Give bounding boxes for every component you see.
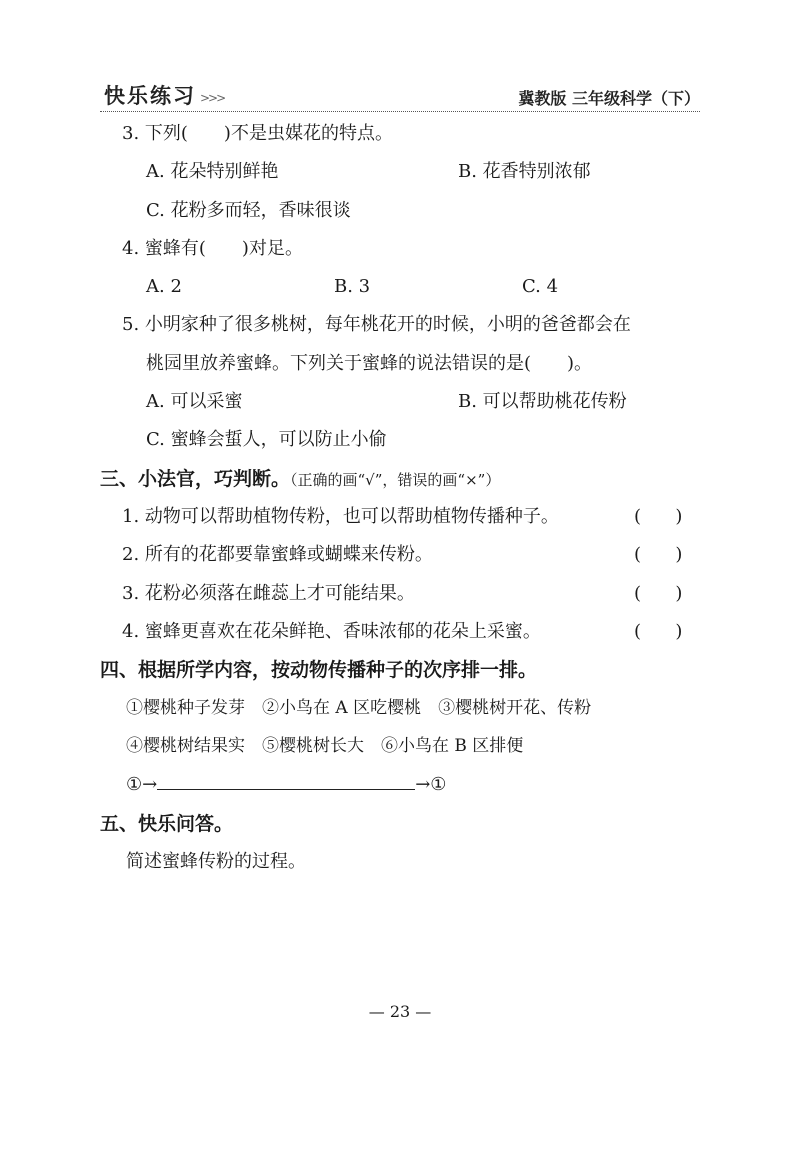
section5-title: 五、快乐问答。	[100, 813, 234, 835]
q3-option-a: A. 花朵特别鲜艳	[146, 161, 279, 182]
q4-stem: 4. 蜜蜂有( )对足。	[122, 238, 303, 259]
judge-item-4: 4. 蜜蜂更喜欢在花朵鲜艳、香味浓郁的花朵上采蜜。	[122, 621, 541, 642]
page-number: — 23 —	[368, 1002, 432, 1021]
q3-option-b: B. 花香特别浓郁	[458, 161, 591, 182]
judge-item-3: 3. 花粉必须落在雌蕊上才可能结果。	[122, 583, 415, 604]
header-divider	[100, 111, 700, 112]
header-brand: 快乐练习	[104, 84, 196, 108]
section3-note: （正确的画“√”，错误的画“×”）	[290, 471, 501, 489]
judge-item-1: 1. 动物可以帮助植物传粉，也可以帮助植物传播种子。	[122, 506, 559, 527]
sequence-options-row2: ④樱桃树结果实 ⑤樱桃树长大 ⑥小鸟在 B 区排便	[126, 736, 524, 756]
section3-title: 三、小法官，巧判断。	[100, 468, 291, 490]
q5-stem-line1: 5. 小明家种了很多桃树，每年桃花开的时候，小明的爸爸都会在	[122, 314, 631, 335]
judge-answer-4[interactable]: ( )	[634, 621, 683, 642]
q3-option-c: C. 花粉多而轻，香味很谈	[146, 200, 351, 221]
q3-stem: 3. 下列( )不是虫媒花的特点。	[122, 123, 393, 144]
sequence-options-row1: ①樱桃种子发芽 ②小鸟在 A 区吃樱桃 ③樱桃树开花、传粉	[126, 698, 592, 718]
q5-option-b: B. 可以帮助桃花传粉	[458, 391, 627, 412]
sequence-end: →①	[415, 774, 447, 795]
judge-answer-3[interactable]: ( )	[634, 583, 683, 604]
judge-answer-1[interactable]: ( )	[634, 506, 683, 527]
judge-item-2: 2. 所有的花都要靠蜜蜂或蝴蝶来传粉。	[122, 544, 433, 565]
sequence-answer-row	[126, 773, 446, 797]
sequence-answer-blank[interactable]	[157, 775, 415, 790]
sequence-start: ①→	[126, 774, 158, 795]
q5-option-c: C. 蜜蜂会蜇人，可以防止小偷	[146, 429, 387, 450]
header-edition: 冀教版 三年级科学（下）	[518, 89, 700, 108]
q4-option-b: B. 3	[334, 276, 371, 297]
judge-answer-2[interactable]: ( )	[634, 544, 683, 565]
header-arrows-icon: >>>	[200, 91, 225, 105]
q5-option-a: A. 可以采蜜	[146, 391, 243, 412]
q5-stem-line2: 桃园里放养蜜蜂。下列关于蜜蜂的说法错误的是( )。	[146, 353, 593, 374]
section4-title: 四、根据所学内容，按动物传播种子的次序排一排。	[100, 659, 538, 681]
section5-question: 简述蜜蜂传粉的过程。	[126, 851, 306, 872]
q4-option-c: C. 4	[522, 276, 559, 297]
section3-heading	[100, 467, 500, 492]
q4-option-a: A. 2	[146, 276, 182, 297]
